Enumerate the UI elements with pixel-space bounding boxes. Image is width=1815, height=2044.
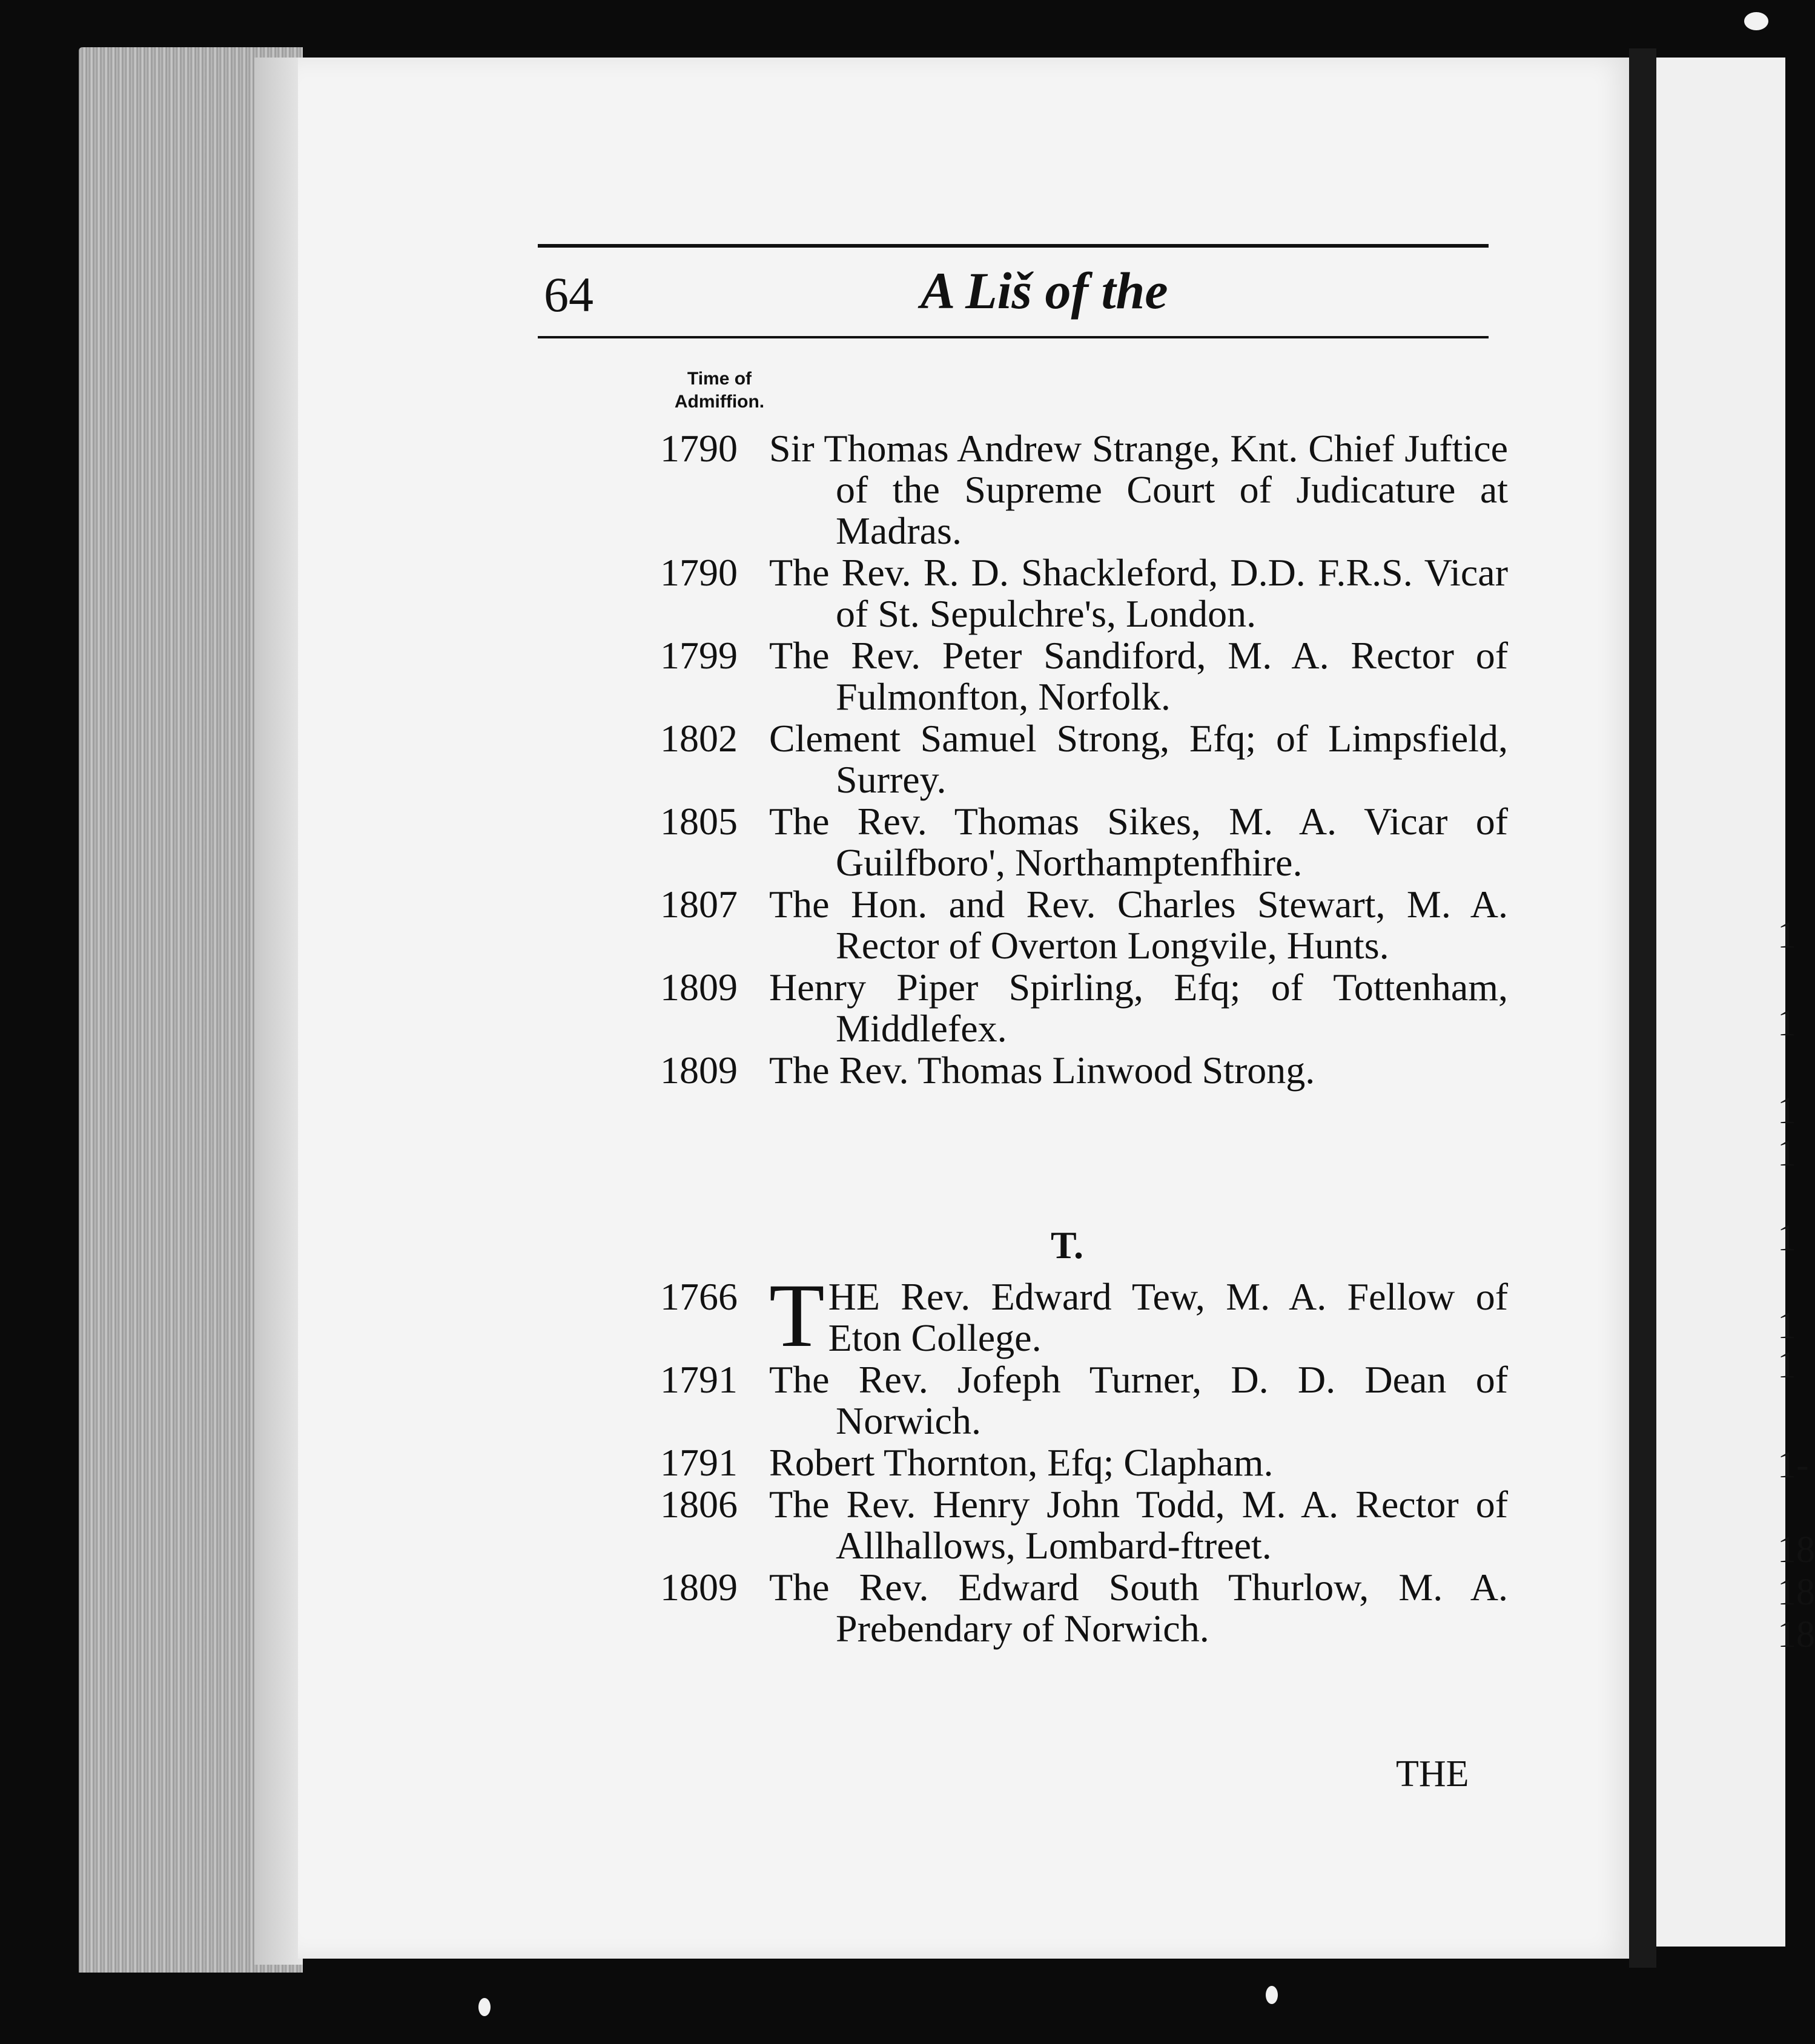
film-speck — [478, 1998, 491, 2016]
admission-year: 1790 — [660, 551, 738, 594]
header-rule-bottom — [538, 336, 1489, 338]
entry-text-with-drop-cap — [769, 1265, 1508, 1366]
admission-year: 1802 — [660, 717, 738, 760]
list-item — [660, 718, 1508, 800]
film-speck — [1266, 1986, 1278, 2004]
admission-year: 1791 — [660, 1358, 738, 1401]
admission-year: 1809 — [660, 966, 738, 1009]
entry-text: The Hon. and Rev. Charles Stewart, M. A. Rector of Overton Longvile, Hunts. — [769, 883, 1508, 967]
page-number: 64 — [544, 267, 593, 322]
entry-text: The Rev. Edward South Thurlow, M. A. Prebendary of Norwich. — [769, 1566, 1508, 1650]
entry-text: Robert Thornton, Efq; Clapham. — [769, 1441, 1274, 1484]
facing-page-fragment: 1 — [1777, 1133, 1796, 1174]
catchword: THE — [1396, 1753, 1469, 1795]
list-item — [660, 1359, 1508, 1442]
entry-text: Henry Piper Spirling, Efq; of Tottenham, Middlefex. — [769, 966, 1508, 1050]
column-heading-line1: Time of — [687, 369, 752, 389]
facing-page-fragment: 1 — [1777, 1003, 1796, 1044]
list-item — [660, 635, 1508, 717]
entry-text: The Rev. Thomas Linwood Strong. — [769, 1049, 1315, 1092]
facing-page-fragment: 1 — [1777, 1218, 1796, 1259]
facing-page-fragment: 1- — [1777, 1445, 1809, 1486]
column-heading — [659, 368, 780, 413]
book-gutter — [1629, 48, 1656, 1968]
list-item — [660, 1567, 1508, 1649]
section-s-entries — [660, 428, 1508, 1092]
admission-year: 1807 — [660, 883, 738, 926]
header-rule-top — [538, 244, 1489, 248]
film-speck — [1744, 12, 1768, 30]
list-item — [660, 1484, 1508, 1566]
admission-year: 1809 — [660, 1566, 738, 1609]
admission-year: 1799 — [660, 634, 738, 677]
facing-page-fragment: 18 — [1777, 1614, 1815, 1655]
entry-text: Clement Samuel Strong, Efq; of Limpsfield, Surrey. — [769, 717, 1508, 801]
section-t-entries — [660, 1265, 1508, 1650]
list-item — [660, 967, 1508, 1049]
list-item — [660, 1265, 1508, 1366]
facing-page-fragment: 1 — [1777, 1345, 1796, 1386]
list-item — [660, 1050, 1508, 1091]
admission-year: 1766 — [660, 1275, 738, 1318]
facing-page-fragment: 18 — [1777, 1529, 1815, 1571]
facing-page-fragment: 1 — [1777, 915, 1796, 956]
running-title: A Liš of the — [921, 262, 1168, 320]
entry-text: Sir Thomas Andrew Strange, Knt. Chief Juftice of the Supreme Court of Judicature at Madras. — [769, 427, 1508, 552]
entry-text: The Rev. Henry John Todd, M. A. Rector of Allhallows, Lombard-ftreet. — [769, 1483, 1508, 1567]
entry-text: The Rev. R. D. Shackleford, D.D. F.R.S. Vicar of St. Sepulchre's, London. — [769, 551, 1508, 635]
facing-page-fragment: 18 — [1777, 1572, 1815, 1613]
list-item — [660, 1442, 1508, 1483]
list-item — [660, 552, 1508, 635]
list-item — [660, 884, 1508, 966]
list-item — [660, 801, 1508, 883]
entry-text: The Rev. Jofeph Turner, D. D. Dean of Norwich. — [769, 1358, 1508, 1442]
page-edge-shade — [254, 58, 303, 1965]
entry-text: HE Rev. Edward Tew, M. A. Fellow of Eton College. — [828, 1275, 1508, 1359]
list-item — [660, 428, 1508, 552]
admission-year: 1790 — [660, 427, 738, 470]
section-heading-t: T. — [1051, 1224, 1083, 1267]
drop-cap: T — [769, 1265, 825, 1366]
facing-page — [1656, 58, 1815, 1947]
admission-year: 1809 — [660, 1049, 738, 1092]
facing-page-fragment: 1 — [1777, 1305, 1796, 1347]
entry-text: The Rev. Thomas Sikes, M. A. Vicar of Guilfboro', Northamptenfhire. — [769, 800, 1508, 884]
column-heading-line2: Admiffion. — [674, 391, 765, 412]
admission-year: 1791 — [660, 1441, 738, 1484]
admission-year: 1805 — [660, 800, 738, 843]
facing-page-fragment: 1 — [1777, 1090, 1796, 1132]
admission-year: 1806 — [660, 1483, 738, 1526]
entry-text: The Rev. Peter Sandiford, M. A. Rector of Fulmonfton, Norfolk. — [769, 634, 1508, 718]
